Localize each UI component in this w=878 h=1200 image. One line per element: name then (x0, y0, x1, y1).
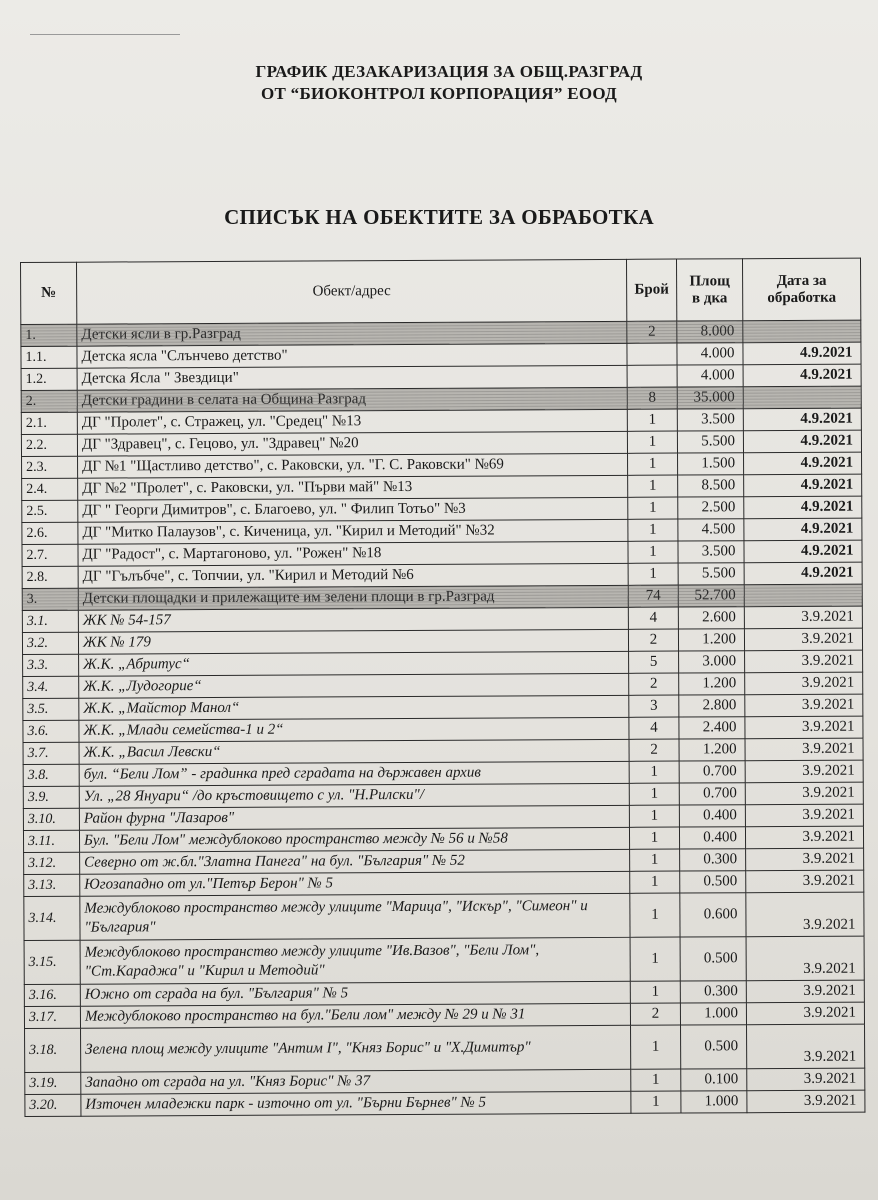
document-subtitle: ОТ “БИОКОНТРОЛ КОРПОРАЦИЯ” ЕООД (260, 84, 618, 103)
row-count: 1 (630, 849, 680, 871)
row-number: 3.12. (24, 852, 80, 874)
row-area: 1.000 (680, 1003, 746, 1025)
row-object: Западно от сграда на ул. "Княз Борис" № 37 (81, 1069, 631, 1094)
row-object: Междублоково пространство между улиците "Марица", "Искър", "Симеон" и "България" (80, 893, 630, 940)
row-count: 1 (629, 827, 679, 849)
row-count: 1 (627, 431, 677, 453)
row-count: 1 (628, 453, 678, 475)
document-title: ГРАФИК ДЕЗАКАРИЗАЦИЯ ЗА ОБЩ.РАЗГРАД (255, 62, 643, 81)
col-header-area (676, 259, 742, 321)
row-count: 2 (627, 321, 677, 343)
row-area: 3.500 (678, 541, 744, 563)
col-header-num: № (21, 262, 77, 324)
row-object: Ж.К. „Лудогорие“ (79, 673, 629, 698)
row-area: 2.500 (678, 497, 744, 519)
row-number: 2.1. (21, 412, 77, 434)
table-row (25, 1090, 865, 1116)
row-count: 1 (630, 893, 680, 937)
row-count: 2 (629, 739, 679, 761)
col-header-count: Брой (626, 259, 676, 321)
row-object: Бул. "Бели Лом" междублоково пространство между № 56 и №58 (79, 827, 629, 852)
row-date: 3.9.2021 (745, 738, 863, 761)
row-area: 0.500 (681, 1025, 747, 1069)
row-date: 3.9.2021 (746, 936, 864, 981)
row-number: 2.2. (21, 434, 77, 456)
row-object: Зелена площ между улиците "Антим I", "Княз Борис" и "Х.Димитър" (81, 1025, 631, 1072)
row-number: 2.3. (22, 456, 78, 478)
row-date: 3.9.2021 (745, 804, 863, 827)
row-count: 4 (629, 717, 679, 739)
row-number: 3.11. (23, 830, 79, 852)
row-object: ДГ " Георги Димитров", с. Благоево, ул. " Филип Тотьо" №3 (78, 497, 628, 522)
row-date: 4.9.2021 (744, 452, 862, 475)
row-date: 3.9.2021 (746, 1002, 864, 1025)
row-date: 3.9.2021 (746, 980, 864, 1003)
row-area: 0.300 (680, 849, 746, 871)
row-date: 3.9.2021 (747, 1068, 865, 1091)
row-count: 1 (628, 541, 678, 563)
row-date: 3.9.2021 (747, 1024, 865, 1069)
row-number: 2.7. (22, 544, 78, 566)
row-object: Ж.К. „Васил Левски“ (79, 739, 629, 764)
row-number: 3.20. (25, 1094, 81, 1116)
row-number: 2.5. (22, 500, 78, 522)
col-header-area-line2: в дка (691, 289, 728, 306)
row-count: 1 (628, 497, 678, 519)
row-number: 2.4. (22, 478, 78, 500)
row-number: 3.4. (23, 676, 79, 698)
row-object: ЖК № 179 (78, 629, 628, 654)
row-object: ДГ "Гълъбче", с. Топчии, ул. "Кирил и Методий №6 (78, 563, 628, 588)
row-number: 3.16. (24, 984, 80, 1006)
row-count: 1 (629, 761, 679, 783)
row-date: 4.9.2021 (744, 474, 862, 497)
objects-table-wrapper (20, 258, 864, 1117)
row-number: 3.18. (25, 1028, 81, 1072)
row-object: Детска Ясла " Звездици" (77, 365, 627, 390)
row-object: ДГ "Пролет", с. Стражец, ул. "Средец" №13 (77, 409, 627, 434)
row-object: Детски градини в селата на Община Разград (77, 387, 627, 412)
row-area: 4.000 (677, 343, 743, 365)
row-number: 1. (21, 324, 77, 346)
row-number: 3.10. (23, 808, 79, 830)
row-number: 3.19. (25, 1072, 81, 1094)
row-count (627, 343, 677, 365)
row-object: бул. “Бели Лом” - градинка пред сградата на държавен архив (79, 761, 629, 786)
row-number: 3.5. (23, 698, 79, 720)
objects-table (20, 258, 865, 1117)
row-date (744, 584, 862, 607)
row-date: 3.9.2021 (746, 870, 864, 893)
row-object: Детска ясла "Слънчево детство" (77, 343, 627, 368)
row-count: 1 (630, 981, 680, 1003)
row-area: 1.200 (679, 739, 745, 761)
row-date: 4.9.2021 (744, 518, 862, 541)
row-area: 0.700 (679, 783, 745, 805)
row-number: 3.17. (24, 1006, 80, 1028)
table-body (21, 320, 865, 1116)
row-object: Ж.К. „Майстор Манол“ (79, 695, 629, 720)
row-object: Детски площадки и прилежащите им зелени площи в гр.Разград (78, 585, 628, 610)
row-date: 4.9.2021 (744, 562, 862, 585)
row-number: 3.15. (24, 940, 80, 984)
col-header-object: Обект/адрес (77, 259, 627, 324)
row-number: 3.6. (23, 720, 79, 742)
table-row (24, 936, 864, 984)
row-count: 5 (629, 651, 679, 673)
row-number: 3.3. (23, 654, 79, 676)
row-count: 1 (628, 563, 678, 585)
row-count: 1 (630, 871, 680, 893)
table-row (25, 1024, 865, 1072)
row-number: 1.1. (21, 346, 77, 368)
row-object: ДГ "Здравец", с. Гецово, ул. "Здравец" №20 (77, 431, 627, 456)
row-object: Северно от ж.бл."Златна Панега" на бул. "България" № 52 (80, 849, 630, 874)
row-count: 3 (629, 695, 679, 717)
row-area: 1.200 (678, 629, 744, 651)
row-date: 4.9.2021 (744, 540, 862, 563)
row-object: Район фурна "Лазаров" (79, 805, 629, 830)
row-object: Междублоково пространство на бул."Бели лом" между № 29 и № 31 (80, 1003, 630, 1028)
row-object: ДГ "Радост", с. Мартагоново, ул. "Рожен" №18 (78, 541, 628, 566)
row-object: Източен младежки парк - източно от ул. "Бърни Бърнев" № 5 (81, 1091, 631, 1116)
row-object: Междублоково пространство между улиците "Ив.Вазов", "Бели Лом", "Ст.Караджа" и "Кирил и Методий" (80, 937, 630, 984)
row-date: 4.9.2021 (744, 496, 862, 519)
row-date: 3.9.2021 (745, 826, 863, 849)
row-count: 8 (627, 387, 677, 409)
row-number: 3.14. (24, 896, 80, 940)
row-count: 1 (628, 519, 678, 541)
col-header-area-line1: Площ (689, 272, 730, 289)
row-count: 1 (629, 805, 679, 827)
col-header-date-line2: обработка (767, 289, 837, 306)
top-rule (30, 34, 180, 35)
col-header-date-line1: Дата за (776, 272, 827, 289)
row-area: 1.000 (681, 1091, 747, 1113)
row-count: 2 (629, 673, 679, 695)
row-date: 3.9.2021 (745, 760, 863, 783)
row-count: 1 (628, 475, 678, 497)
row-number: 3.2. (22, 632, 78, 654)
row-date: 3.9.2021 (745, 694, 863, 717)
table-header-row (21, 258, 861, 324)
row-date: 4.9.2021 (743, 364, 861, 387)
row-area: 0.500 (680, 871, 746, 893)
row-date: 3.9.2021 (744, 606, 862, 629)
row-area: 0.300 (680, 981, 746, 1003)
row-count: 1 (630, 937, 680, 981)
row-date: 3.9.2021 (744, 628, 862, 651)
row-area: 3.500 (677, 409, 743, 431)
row-number: 3.7. (23, 742, 79, 764)
row-date: 3.9.2021 (745, 650, 863, 673)
row-date: 3.9.2021 (746, 848, 864, 871)
row-object: ДГ №1 "Щастливо детство", с. Раковски, ул. "Г. С. Раковски" №69 (78, 453, 628, 478)
row-count: 1 (631, 1091, 681, 1113)
table-row (24, 892, 864, 940)
row-object: Ул. „28 Януари“ /до кръстовището с ул. "Н.Рилски"/ (79, 783, 629, 808)
row-object: Детски ясли в гр.Разград (77, 321, 627, 346)
row-object: Ж.К. „Млади семейства-1 и 2“ (79, 717, 629, 742)
row-count: 1 (631, 1069, 681, 1091)
row-number: 3.8. (23, 764, 79, 786)
row-date: 3.9.2021 (745, 672, 863, 695)
row-date: 3.9.2021 (746, 892, 864, 937)
row-number: 2. (21, 390, 77, 412)
row-area: 0.500 (680, 937, 746, 981)
row-object: Южно от сграда на бул. "България" № 5 (80, 981, 630, 1006)
row-area: 1.200 (679, 673, 745, 695)
row-number: 2.6. (22, 522, 78, 544)
row-date: 4.9.2021 (743, 342, 861, 365)
row-date: 3.9.2021 (747, 1090, 865, 1113)
row-area: 8.500 (678, 475, 744, 497)
row-count: 2 (630, 1003, 680, 1025)
row-count: 1 (627, 409, 677, 431)
row-object: ЖК № 54-157 (78, 607, 628, 632)
row-date: 3.9.2021 (745, 782, 863, 805)
row-area: 4.500 (678, 519, 744, 541)
row-area: 1.500 (678, 453, 744, 475)
row-number: 3.13. (24, 874, 80, 896)
row-object: ДГ №2 "Пролет", с. Раковски, ул. "Първи май" №13 (78, 475, 628, 500)
row-area: 35.000 (677, 387, 743, 409)
row-object: Ж.К. „Абритус“ (79, 651, 629, 676)
row-object: Югозападно от ул."Петър Берон" № 5 (80, 871, 630, 896)
row-number: 3.1. (22, 610, 78, 632)
row-area: 0.600 (680, 893, 746, 937)
col-header-date (742, 258, 860, 321)
list-title: СПИСЪК НА ОБЕКТИТЕ ЗА ОБРАБОТКА (224, 205, 654, 229)
row-area: 52.700 (678, 585, 744, 607)
row-count (627, 365, 677, 387)
row-area: 0.100 (681, 1069, 747, 1091)
row-object: ДГ "Митко Палаузов", с. Киченица, ул. "Кирил и Методий" №32 (78, 519, 628, 544)
row-area: 3.000 (679, 651, 745, 673)
row-date: 4.9.2021 (743, 430, 861, 453)
row-number: 2.8. (22, 566, 78, 588)
row-area: 4.000 (677, 365, 743, 387)
row-date: 3.9.2021 (745, 716, 863, 739)
row-area: 0.700 (679, 761, 745, 783)
row-count: 1 (629, 783, 679, 805)
row-date (743, 386, 861, 409)
row-area: 0.400 (679, 805, 745, 827)
row-area: 5.500 (677, 431, 743, 453)
row-number: 1.2. (21, 368, 77, 390)
row-area: 2.600 (678, 607, 744, 629)
row-count: 1 (631, 1025, 681, 1069)
row-count: 2 (628, 629, 678, 651)
row-area: 2.400 (679, 717, 745, 739)
row-count: 4 (628, 607, 678, 629)
row-date (743, 320, 861, 343)
row-area: 8.000 (677, 321, 743, 343)
row-area: 2.800 (679, 695, 745, 717)
row-date: 4.9.2021 (743, 408, 861, 431)
row-number: 3.9. (23, 786, 79, 808)
row-number: 3. (22, 588, 78, 610)
row-area: 5.500 (678, 563, 744, 585)
row-count: 74 (628, 585, 678, 607)
row-area: 0.400 (679, 827, 745, 849)
